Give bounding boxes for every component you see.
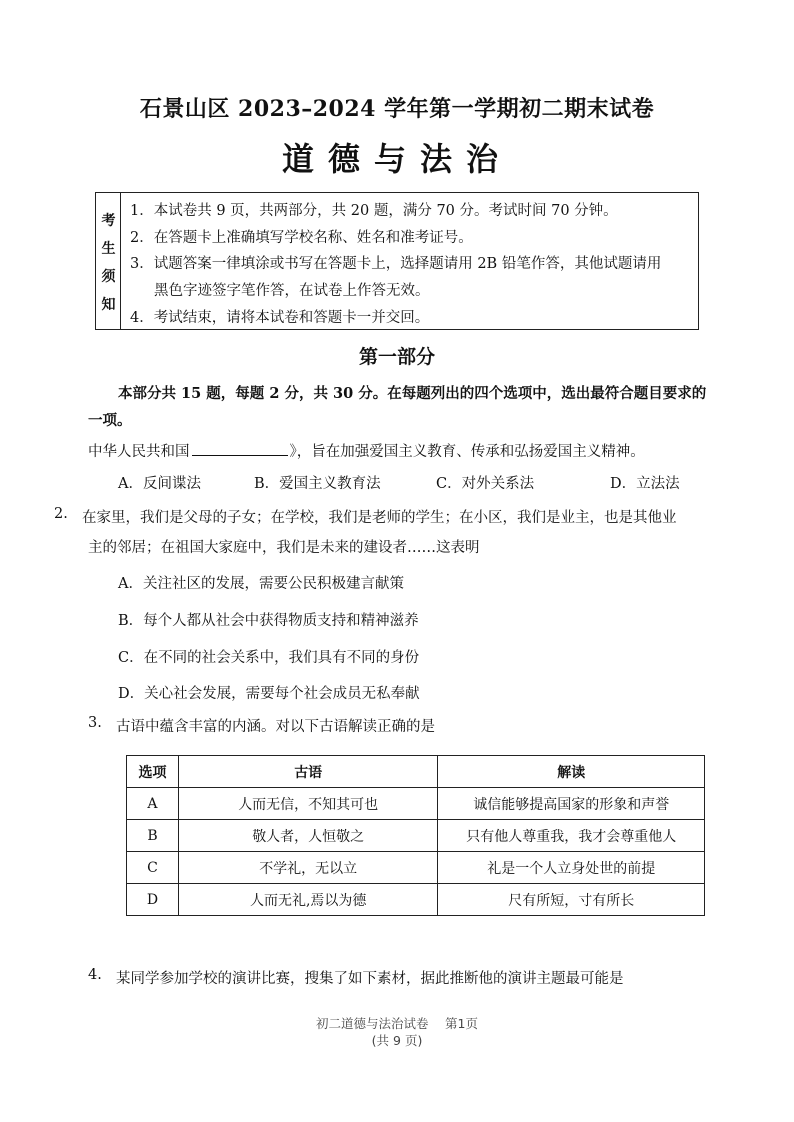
answer-blank: [192, 441, 288, 456]
notice-line: 2．在答题卡上准确填写学校名称、姓名和准考证号。: [130, 230, 473, 246]
table-cell: 敬人者，人恒敬之: [178, 820, 438, 852]
table-cell: D: [127, 884, 179, 916]
question-1-stem-before: 中华人民共和国: [88, 444, 190, 460]
table-row: [127, 884, 705, 916]
subject-title: 道德与法治: [281, 140, 512, 178]
table-cell: 人而无礼,焉以为德: [178, 884, 438, 916]
page-count: (共 9 页): [371, 1033, 423, 1048]
option: C．在不同的社会关系中，我们具有不同的身份: [118, 650, 420, 666]
exam-title: 石景山区 2023–2024 学年第一学期初二期末试卷: [139, 96, 655, 122]
table-cell: 诚信能够提高国家的形象和声誉: [438, 788, 705, 820]
option: B．爱国主义教育法: [254, 476, 381, 492]
table-cell: A: [127, 788, 179, 820]
part-heading: 第一部分: [358, 346, 435, 368]
table-cell: C: [127, 852, 179, 884]
ancient-sayings-table: [126, 755, 705, 916]
question-number: 2.: [54, 506, 68, 522]
option: A．反间谍法: [118, 476, 201, 492]
notice-line: 4．考试结束，请将本试卷和答题卡一并交回。: [130, 310, 430, 326]
option: D．立法法: [610, 476, 680, 492]
notice-line: 黑色字迹签字笔作答，在试卷上作答无效。: [154, 283, 430, 299]
table-row: [127, 820, 705, 852]
page-footer: 初二道德与法治试卷 第1页: [316, 1016, 478, 1031]
notice-line: 3．试题答案一律填涂或书写在答题卡上，选择题请用 2B 铅笔作答，其他试题请用: [130, 256, 662, 272]
notice-side-char: 生: [101, 241, 116, 257]
notice-side-char: 考: [101, 213, 116, 229]
question-number: 3.: [88, 715, 102, 731]
table-cell: 礼是一个人立身处世的前提: [438, 852, 705, 884]
column-header: 解读: [438, 756, 705, 788]
table-cell: 不学礼，无以立: [178, 852, 438, 884]
notice-line: 1．本试卷共 9 页，共两部分，共 20 题，满分 70 分。考试时间 70 分钟。: [130, 203, 618, 219]
option: D．关心社会发展，需要每个社会成员无私奉献: [118, 686, 420, 702]
table-cell: B: [127, 820, 179, 852]
question-2-stem-line: 在家里，我们是父母的子女；在学校，我们是老师的学生；在小区，我们是业主，也是其他业: [82, 510, 677, 526]
column-header: 古语: [178, 756, 438, 788]
table-cell: 尺有所短，寸有所长: [438, 884, 705, 916]
option: B．每个人都从社会中获得物质支持和精神滋养: [118, 613, 419, 629]
table-header-row: [127, 756, 705, 788]
candidate-notice-box: [95, 192, 699, 330]
question-number: 4.: [88, 967, 102, 983]
option: C．对外关系法: [436, 476, 535, 492]
question-2-stem-line: 主的邻居；在祖国大家庭中，我们是未来的建设者……这表明: [88, 540, 480, 556]
notice-side-char: 知: [101, 297, 116, 313]
part-instructions: 本部分共 15 题，每题 2 分，共 30 分。在每题列出的四个选项中，选出最符合题目要求的一项。: [88, 385, 707, 429]
notice-side-char: 须: [101, 269, 116, 285]
column-header: 选项: [127, 756, 179, 788]
table-row: [127, 852, 705, 884]
question-3-stem: 古语中蕴含丰富的内涵。对以下古语解读正确的是: [116, 719, 435, 735]
notice-side-label: [96, 193, 121, 329]
question-1-stem: [88, 440, 645, 461]
table-cell: 人而无信，不知其可也: [178, 788, 438, 820]
question-1-stem-after: 》，旨在加强爱国主义教育、传承和弘扬爱国主义精神。: [289, 444, 645, 460]
question-4-stem: 某同学参加学校的演讲比赛，搜集了如下素材，据此推断他的演讲主题最可能是: [116, 971, 624, 987]
option: A．关注社区的发展，需要公民积极建言献策: [118, 576, 404, 592]
table-row: [127, 788, 705, 820]
table-cell: 只有他人尊重我，我才会尊重他人: [438, 820, 705, 852]
